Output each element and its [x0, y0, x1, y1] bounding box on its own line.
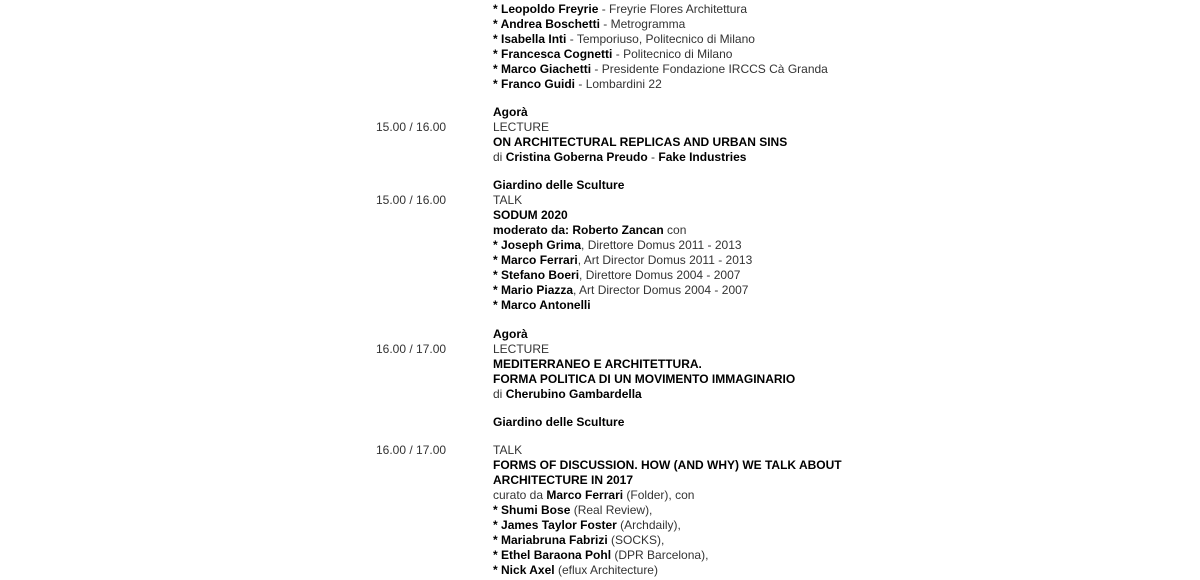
participant-name: Mariabruna Fabrizi: [501, 533, 608, 547]
participant-name: Francesca Cognetti: [501, 47, 613, 61]
participant-role: Temporiuso, Politecnico di Milano: [576, 32, 755, 46]
participant-name: Franco Guidi: [501, 77, 576, 91]
participant-role: Freyrie Flores Architettura: [609, 2, 748, 16]
participant-name: Leopoldo Freyrie: [501, 2, 599, 16]
event-title: ON ARCHITECTURAL REPLICAS AND URBAN SINS: [493, 135, 788, 149]
participant-role: Politecnico di Milano: [623, 47, 733, 61]
speaker-org: Fake Industries: [658, 150, 747, 164]
participant-name: Isabella Inti: [501, 32, 567, 46]
participant-line: * Francesca Cognetti - Politecnico di Milano: [493, 47, 733, 61]
event-title: SODUM 2020: [493, 208, 568, 222]
participant-org: (DPR Barcelona),: [611, 548, 709, 562]
participant-name: Marco Giachetti: [501, 62, 592, 76]
event-type: TALK: [493, 193, 523, 207]
participant-org: (SOCKS),: [607, 533, 665, 547]
event-time: 15.00 / 16.00: [376, 193, 447, 207]
speaker-name: Cherubino Gambardella: [505, 387, 642, 401]
participant-line: * Marco Giachetti - Presidente Fondazione IRCCS Cà Granda: [493, 62, 828, 76]
participant-org: (Archdaily),: [616, 518, 681, 532]
participant-role: Metrogramma: [610, 17, 686, 31]
participant-role: Lombardini 22: [585, 77, 662, 91]
event-type: LECTURE: [493, 342, 550, 356]
event-time: 16.00 / 17.00: [376, 443, 447, 457]
participant-line: * Shumi Bose (Real Review),: [493, 503, 653, 517]
moderator-name: Roberto Zancan: [572, 223, 664, 237]
participant-name: Marco Ferrari: [501, 253, 578, 267]
participant-role: Presidente Fondazione IRCCS Cà Granda: [601, 62, 828, 76]
curator-name: Marco Ferrari: [546, 488, 624, 502]
participant-line: * Leopoldo Freyrie - Freyrie Flores Architettura: [493, 2, 748, 16]
event-time: 16.00 / 17.00: [376, 342, 447, 356]
participant-line: * Marco Ferrari, Art Director Domus 2011 - 2013: [493, 253, 753, 267]
participant-line: * Marco Antonelli: [493, 298, 591, 312]
event-venue: Agorà: [493, 105, 528, 119]
event-venue: Giardino delle Sculture: [493, 415, 625, 429]
event-title-line2: ARCHITECTURE IN 2017: [493, 473, 634, 487]
participant-role: , Art Director Domus 2004 - 2007: [573, 283, 749, 297]
participant-line: * Mariabruna Fabrizi (SOCKS),: [493, 533, 665, 547]
event-venue: Giardino delle Sculture: [493, 178, 625, 192]
event-curator-line: curato da Marco Ferrari (Folder), con: [493, 488, 695, 502]
participant-org: (eflux Architecture): [554, 563, 658, 577]
participant-role: , Direttore Domus 2011 - 2013: [581, 238, 742, 252]
participant-line: * Mario Piazza, Art Director Domus 2004 - 2007: [493, 283, 749, 297]
event-speaker-line: di Cherubino Gambardella: [493, 387, 642, 401]
participant-name: James Taylor Foster: [501, 518, 617, 532]
participant-name: Andrea Boschetti: [500, 17, 600, 31]
participant-name: Mario Piazza: [501, 283, 574, 297]
participant-name: Nick Axel: [501, 563, 555, 577]
participant-line: * Stefano Boeri, Direttore Domus 2004 - 2007: [493, 268, 741, 282]
participant-org: (Real Review),: [570, 503, 653, 517]
event-venue: Agorà: [493, 327, 528, 341]
participant-name: Marco Antonelli: [501, 298, 591, 312]
event-title-line1: FORMS OF DISCUSSION. HOW (AND WHY) WE TALK ABOUT: [493, 458, 842, 472]
event-moderator-line: moderato da: Roberto Zancan con: [493, 223, 687, 237]
participant-name: Ethel Baraona Pohl: [501, 548, 612, 562]
event-time: 15.00 / 16.00: [376, 120, 447, 134]
event-speaker-line: di Cristina Goberna Preudo - Fake Industries: [493, 150, 747, 164]
participant-line: * Andrea Boschetti - Metrogramma: [493, 17, 686, 31]
event-title-line1: MEDITERRANEO E ARCHITETTURA.: [493, 357, 702, 371]
participant-line: * Ethel Baraona Pohl (DPR Barcelona),: [493, 548, 709, 562]
participant-name: Stefano Boeri: [501, 268, 580, 282]
participant-line: * Franco Guidi - Lombardini 22: [493, 77, 662, 91]
event-type: LECTURE: [493, 120, 550, 134]
speaker-name: Cristina Goberna Preudo: [505, 150, 648, 164]
participant-line: * Nick Axel (eflux Architecture): [493, 563, 658, 577]
participant-name: Joseph Grima: [501, 238, 582, 252]
participant-role: , Art Director Domus 2011 - 2013: [577, 253, 753, 267]
participant-line: * Joseph Grima, Direttore Domus 2011 - 2013: [493, 238, 742, 252]
participant-role: , Direttore Domus 2004 - 2007: [579, 268, 741, 282]
event-title-line2: FORMA POLITICA DI UN MOVIMENTO IMMAGINARIO: [493, 372, 796, 386]
participant-name: Shumi Bose: [501, 503, 571, 517]
participant-line: * James Taylor Foster (Archdaily),: [493, 518, 681, 532]
event-type: TALK: [493, 443, 523, 457]
participant-line: * Isabella Inti - Temporiuso, Politecnico di Milano: [493, 32, 755, 46]
